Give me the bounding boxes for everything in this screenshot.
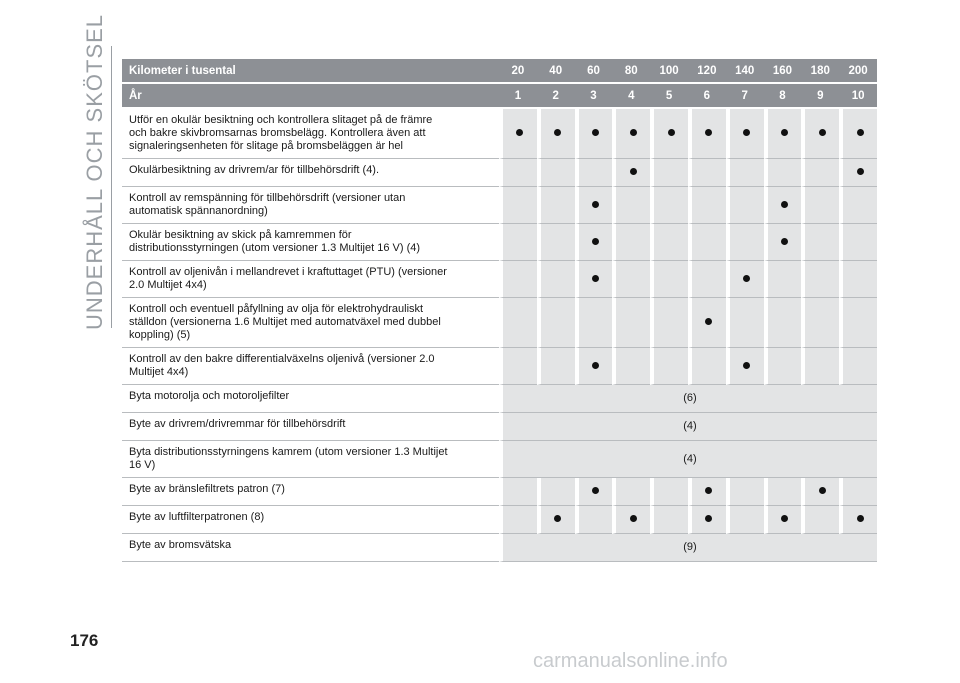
interval-cell <box>575 159 613 187</box>
row-description-line: Kontroll av remspänning för tillbehörsdrift (versioner utan <box>129 192 406 204</box>
interval-cell <box>575 109 613 159</box>
interval-cell <box>575 187 613 224</box>
scheduled-dot-icon <box>554 129 561 136</box>
interval-cell <box>688 187 726 224</box>
header-km-value: 200 <box>839 59 877 84</box>
row-description <box>122 385 499 413</box>
interval-cell <box>575 224 613 261</box>
scheduled-dot-icon <box>668 129 675 136</box>
interval-note: (4) <box>499 441 877 478</box>
row-description <box>122 159 499 187</box>
header-year-value: 8 <box>764 84 802 109</box>
interval-cell <box>650 261 688 298</box>
interval-cell <box>537 478 575 506</box>
interval-cell <box>499 109 537 159</box>
table-row <box>122 187 877 224</box>
scheduled-dot-icon <box>592 275 599 282</box>
header-year-value: 1 <box>499 84 537 109</box>
header-row-year <box>122 84 877 109</box>
header-year-value: 9 <box>801 84 839 109</box>
row-description-line: 2.0 Multijet 4x4) <box>129 279 207 291</box>
header-year-value: 7 <box>726 84 764 109</box>
header-km-value: 180 <box>801 59 839 84</box>
row-description-line: Okulärbesiktning av drivrem/ar för tillbehörsdrift (4). <box>129 164 380 176</box>
interval-cell <box>499 224 537 261</box>
scheduled-dot-icon <box>743 362 750 369</box>
scheduled-dot-icon <box>705 487 712 494</box>
row-description-line: Byte av luftfilterpatronen (8) <box>129 511 265 523</box>
interval-note: (4) <box>499 413 877 441</box>
scheduled-dot-icon <box>743 129 750 136</box>
section-title: UNDERHÅLL OCH SKÖTSEL <box>82 13 107 330</box>
row-description-line: distributionsstyrningen (utom versioner 1.3 Multijet 16 V) (4) <box>129 242 421 254</box>
interval-cell <box>575 261 613 298</box>
interval-cell <box>499 159 537 187</box>
interval-cell <box>726 109 764 159</box>
interval-cell <box>839 506 877 534</box>
scheduled-dot-icon <box>592 201 599 208</box>
page-number: 176 <box>70 631 99 650</box>
row-description-line: Byte av bränslefiltrets patron (7) <box>129 483 285 495</box>
header-year-value: 6 <box>688 84 726 109</box>
row-description-line: Byte av drivrem/drivremmar för tillbehörsdrift <box>129 418 346 430</box>
interval-cell <box>688 298 726 348</box>
interval-cell <box>688 109 726 159</box>
interval-cell <box>801 187 839 224</box>
header-year-value: 5 <box>650 84 688 109</box>
interval-cell <box>612 348 650 385</box>
row-description-line: Byte av bromsvätska <box>129 539 232 551</box>
interval-cell <box>726 159 764 187</box>
header-km-label: Kilometer i tusental <box>122 59 499 84</box>
interval-cell <box>537 506 575 534</box>
row-description <box>122 506 499 534</box>
maintenance-table <box>122 59 877 562</box>
row-description-line: och bakre skivbromsarnas bromsbelägg. Kontrollera även att <box>129 127 426 139</box>
interval-cell <box>499 261 537 298</box>
scheduled-dot-icon <box>781 515 788 522</box>
table-row <box>122 413 877 441</box>
scheduled-dot-icon <box>857 168 864 175</box>
row-description <box>122 348 499 385</box>
table-row <box>122 506 877 534</box>
interval-cell <box>801 506 839 534</box>
interval-note: (6) <box>499 385 877 413</box>
table-row <box>122 159 877 187</box>
interval-cell <box>537 109 575 159</box>
interval-cell <box>764 348 802 385</box>
interval-cell <box>688 159 726 187</box>
scheduled-dot-icon <box>630 129 637 136</box>
header-year-value: 3 <box>575 84 613 109</box>
interval-cell <box>726 187 764 224</box>
scheduled-dot-icon <box>743 275 750 282</box>
interval-cell <box>839 478 877 506</box>
interval-cell <box>612 261 650 298</box>
interval-cell <box>612 478 650 506</box>
interval-cell <box>801 159 839 187</box>
header-year-value: 10 <box>839 84 877 109</box>
interval-cell <box>575 478 613 506</box>
header-row-km <box>122 59 877 84</box>
scheduled-dot-icon <box>781 129 788 136</box>
interval-cell <box>612 159 650 187</box>
interval-cell <box>537 348 575 385</box>
scheduled-dot-icon <box>592 487 599 494</box>
header-year-value: 4 <box>612 84 650 109</box>
header-km-value: 160 <box>764 59 802 84</box>
row-description <box>122 441 499 478</box>
interval-cell <box>764 187 802 224</box>
scheduled-dot-icon <box>705 318 712 325</box>
header-km-value: 120 <box>688 59 726 84</box>
interval-cell <box>537 159 575 187</box>
interval-cell <box>499 187 537 224</box>
table-row <box>122 224 877 261</box>
interval-cell <box>688 478 726 506</box>
row-description <box>122 534 499 562</box>
row-description <box>122 187 499 224</box>
interval-cell <box>726 478 764 506</box>
interval-cell <box>726 224 764 261</box>
interval-cell <box>764 298 802 348</box>
row-description-line: Kontroll och eventuell påfyllning av olja för elektrohydrauliskt <box>129 303 424 315</box>
interval-cell <box>537 187 575 224</box>
scheduled-dot-icon <box>592 129 599 136</box>
interval-cell <box>726 261 764 298</box>
interval-cell <box>801 109 839 159</box>
table-row <box>122 534 877 562</box>
interval-cell <box>650 224 688 261</box>
row-description-line: Kontroll av oljenivån i mellandrevet i kraftuttaget (PTU) (versioner <box>129 266 447 278</box>
interval-cell <box>650 478 688 506</box>
interval-cell <box>575 506 613 534</box>
scheduled-dot-icon <box>857 129 864 136</box>
header-year-label: År <box>122 84 499 109</box>
row-description-line: 16 V) <box>129 459 156 471</box>
header-km-value: 60 <box>575 59 613 84</box>
interval-cell <box>726 348 764 385</box>
scheduled-dot-icon <box>819 487 826 494</box>
interval-cell <box>839 298 877 348</box>
table-row <box>122 441 877 478</box>
interval-cell <box>650 159 688 187</box>
row-description <box>122 478 499 506</box>
row-description <box>122 413 499 441</box>
row-description <box>122 298 499 348</box>
table-row <box>122 109 877 159</box>
table-row <box>122 348 877 385</box>
row-description-line: Utför en okulär besiktning och kontrollera slitaget på de främre <box>129 114 433 126</box>
interval-cell <box>537 261 575 298</box>
interval-cell <box>688 261 726 298</box>
interval-cell <box>612 298 650 348</box>
scheduled-dot-icon <box>554 515 561 522</box>
scheduled-dot-icon <box>592 238 599 245</box>
header-km-value: 140 <box>726 59 764 84</box>
interval-cell <box>612 187 650 224</box>
interval-cell <box>839 224 877 261</box>
interval-cell <box>612 224 650 261</box>
scheduled-dot-icon <box>781 238 788 245</box>
interval-cell <box>839 261 877 298</box>
row-description-line: Okulär besiktning av skick på kamremmen för <box>129 229 352 241</box>
interval-cell <box>764 224 802 261</box>
interval-cell <box>499 506 537 534</box>
interval-cell <box>575 348 613 385</box>
scheduled-dot-icon <box>630 515 637 522</box>
interval-cell <box>612 506 650 534</box>
interval-cell <box>726 298 764 348</box>
interval-cell <box>499 478 537 506</box>
header-year-value: 2 <box>537 84 575 109</box>
interval-cell <box>764 478 802 506</box>
interval-cell <box>839 159 877 187</box>
row-description <box>122 224 499 261</box>
interval-cell <box>801 478 839 506</box>
scheduled-dot-icon <box>857 515 864 522</box>
table-row <box>122 261 877 298</box>
row-description-line: koppling) (5) <box>129 329 191 341</box>
header-km-value: 80 <box>612 59 650 84</box>
interval-cell <box>764 506 802 534</box>
interval-cell <box>650 109 688 159</box>
row-description-line: automatisk spännanordning) <box>129 205 268 217</box>
table-row <box>122 298 877 348</box>
header-km-value: 20 <box>499 59 537 84</box>
scheduled-dot-icon <box>592 362 599 369</box>
interval-cell <box>801 348 839 385</box>
interval-cell <box>650 506 688 534</box>
interval-cell <box>650 298 688 348</box>
scheduled-dot-icon <box>705 129 712 136</box>
interval-cell <box>575 298 613 348</box>
interval-cell <box>688 224 726 261</box>
watermark: carmanualsonline.info <box>533 650 728 672</box>
interval-cell <box>537 298 575 348</box>
interval-cell <box>839 348 877 385</box>
table-row <box>122 478 877 506</box>
scheduled-dot-icon <box>781 201 788 208</box>
interval-cell <box>612 109 650 159</box>
row-description <box>122 109 499 159</box>
row-description-line: Multijet 4x4) <box>129 366 189 378</box>
interval-cell <box>537 224 575 261</box>
row-description-line: signaleringsenheten för slitage på bromsbeläggen är hel <box>129 140 403 152</box>
scheduled-dot-icon <box>630 168 637 175</box>
interval-cell <box>764 159 802 187</box>
header-km-value: 100 <box>650 59 688 84</box>
interval-cell <box>764 261 802 298</box>
row-description-line: Byta motorolja och motoroljefilter <box>129 390 290 402</box>
interval-note: (9) <box>499 534 877 562</box>
row-description <box>122 261 499 298</box>
header-km-value: 40 <box>537 59 575 84</box>
row-description-line: ställdon (versionerna 1.6 Multijet med automatväxel med dubbel <box>129 316 441 328</box>
scheduled-dot-icon <box>819 129 826 136</box>
scheduled-dot-icon <box>705 515 712 522</box>
scheduled-dot-icon <box>516 129 523 136</box>
interval-cell <box>726 506 764 534</box>
table-row <box>122 385 877 413</box>
interval-cell <box>650 348 688 385</box>
interval-cell <box>801 298 839 348</box>
section-divider <box>111 46 112 328</box>
interval-cell <box>839 109 877 159</box>
interval-cell <box>650 187 688 224</box>
row-description-line: Byta distributionsstyrningens kamrem (utom versioner 1.3 Multijet <box>129 446 448 458</box>
interval-cell <box>499 348 537 385</box>
interval-cell <box>688 348 726 385</box>
row-description-line: Kontroll av den bakre differentialväxelns oljenivå (versioner 2.0 <box>129 353 435 365</box>
interval-cell <box>839 187 877 224</box>
interval-cell <box>801 224 839 261</box>
interval-cell <box>688 506 726 534</box>
interval-cell <box>499 298 537 348</box>
interval-cell <box>801 261 839 298</box>
interval-cell <box>764 109 802 159</box>
